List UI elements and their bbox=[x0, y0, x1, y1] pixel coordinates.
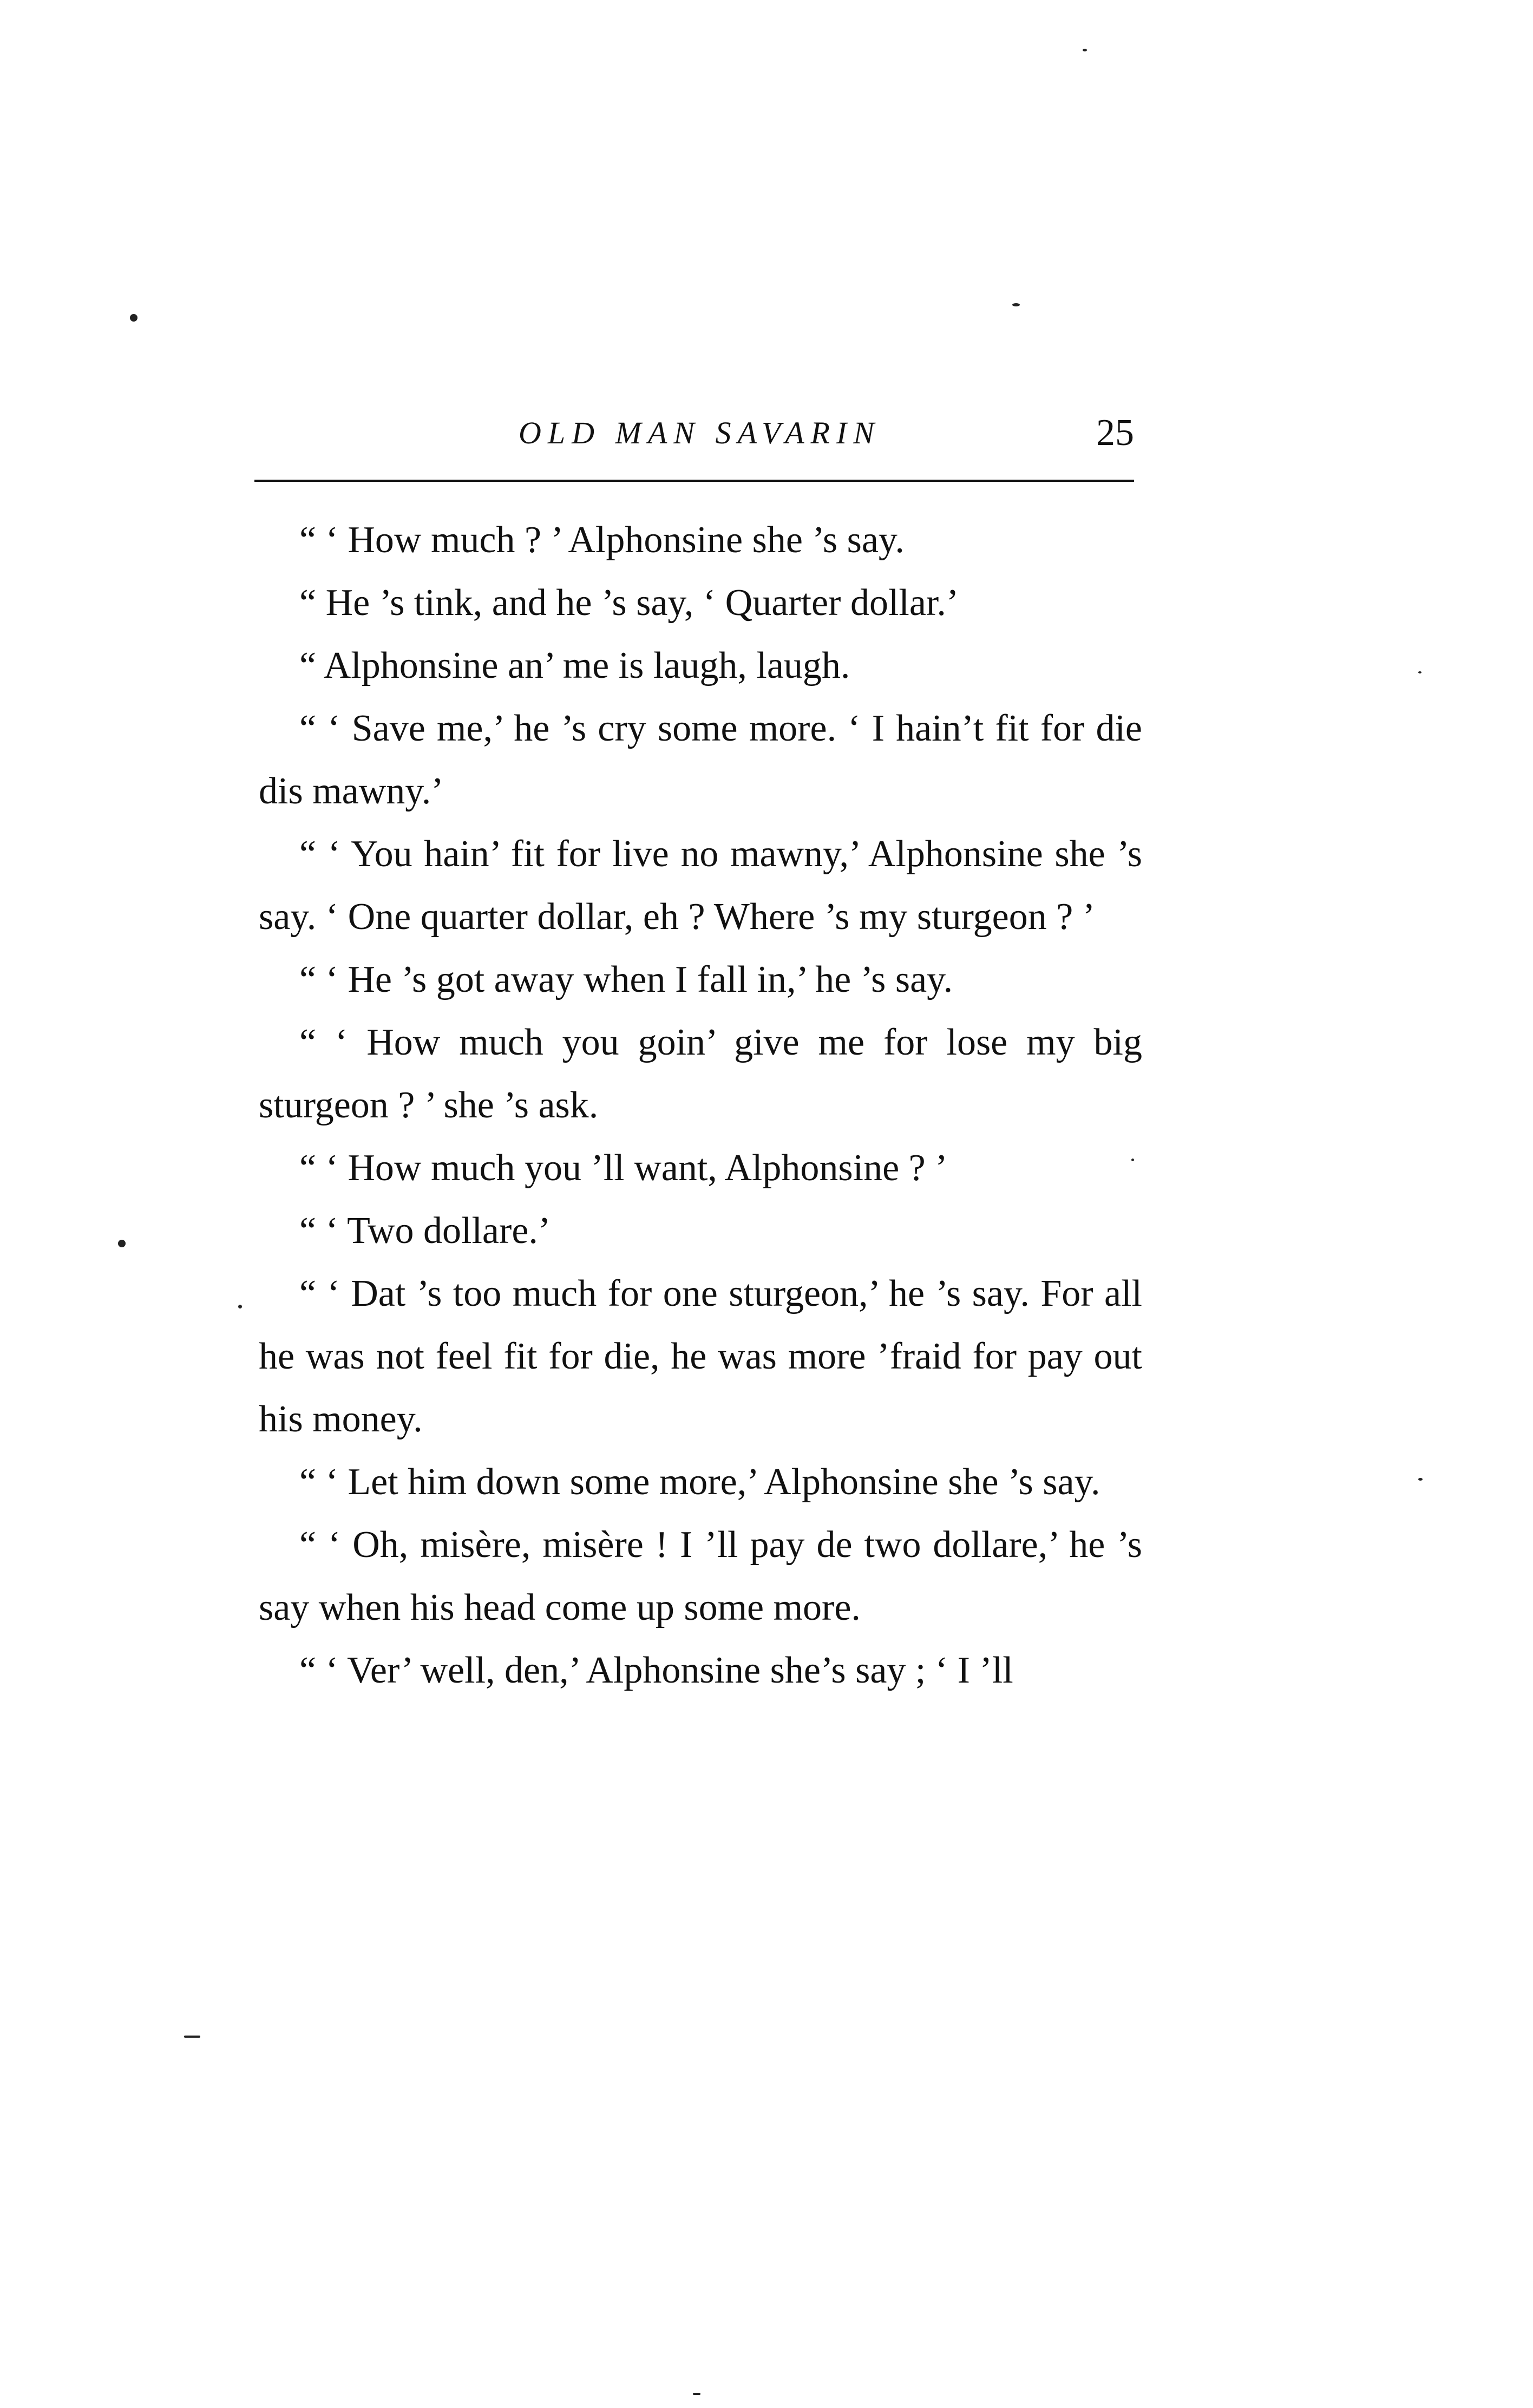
paragraph: “ ‘ Save me,’ he ’s cry some more. ‘ I hain’t fit for die dis mawny.’ bbox=[259, 708, 1142, 812]
scan-speck bbox=[693, 2393, 700, 2395]
paragraph: “ ‘ How much ? ’ Alphonsine she ’s say. bbox=[299, 519, 905, 561]
running-head bbox=[254, 409, 1134, 468]
running-title: OLD MAN SAVARIN bbox=[519, 415, 881, 450]
paragraph: “ ‘ How much you goin’ give me for lose my big sturgeon ? ’ she ’s ask. bbox=[259, 1022, 1142, 1126]
scan-speck bbox=[1083, 49, 1087, 51]
paragraph: “ ‘ He ’s got away when I fall in,’ he ’s say. bbox=[299, 959, 953, 1000]
scan-speck bbox=[130, 314, 137, 322]
scan-speck bbox=[118, 1240, 126, 1247]
page-number: 25 bbox=[1096, 412, 1134, 454]
paragraph: “ ‘ How much you ’ll want, Alphonsine ? ’ bbox=[299, 1147, 948, 1189]
scan-speck bbox=[1418, 1478, 1423, 1481]
scan-speck bbox=[184, 2036, 200, 2038]
paragraph: “ ‘ Dat ’s too much for one sturgeon,’ he ’s say. For all he was not feel fit for die, he was more ’fraid for pay out his money. bbox=[259, 1273, 1142, 1440]
paragraph: “ ‘ You hain’ fit for live no mawny,’ Alphonsine she ’s say. ‘ One quarter dollar, eh ? Where ’s my sturgeon ? ’ bbox=[259, 833, 1142, 938]
paragraph: “ ‘ Ver’ well, den,’ Alphonsine she’s say ; ‘ I ’ll bbox=[299, 1650, 1013, 1691]
paragraph: “ ‘ Two dollare.’ bbox=[299, 1210, 551, 1252]
body-text bbox=[259, 509, 1142, 1702]
paragraph: “ ‘ Let him down some more,’ Alphonsine she ’s say. bbox=[299, 1461, 1100, 1503]
scan-speck bbox=[238, 1305, 242, 1308]
header-rule bbox=[254, 480, 1134, 482]
paragraph: “ ‘ Oh, misère, misère ! I ’ll pay de two dollare,’ he ’s say when his head come up some more. bbox=[259, 1524, 1142, 1628]
paragraph: “ He ’s tink, and he ’s say, ‘ Quarter dollar.’ bbox=[299, 582, 959, 624]
scan-speck bbox=[1012, 303, 1020, 306]
scan-speck bbox=[1131, 1159, 1134, 1161]
paragraph: “ Alphonsine an’ me is laugh, laugh. bbox=[299, 645, 850, 686]
scan-speck bbox=[1418, 671, 1421, 673]
